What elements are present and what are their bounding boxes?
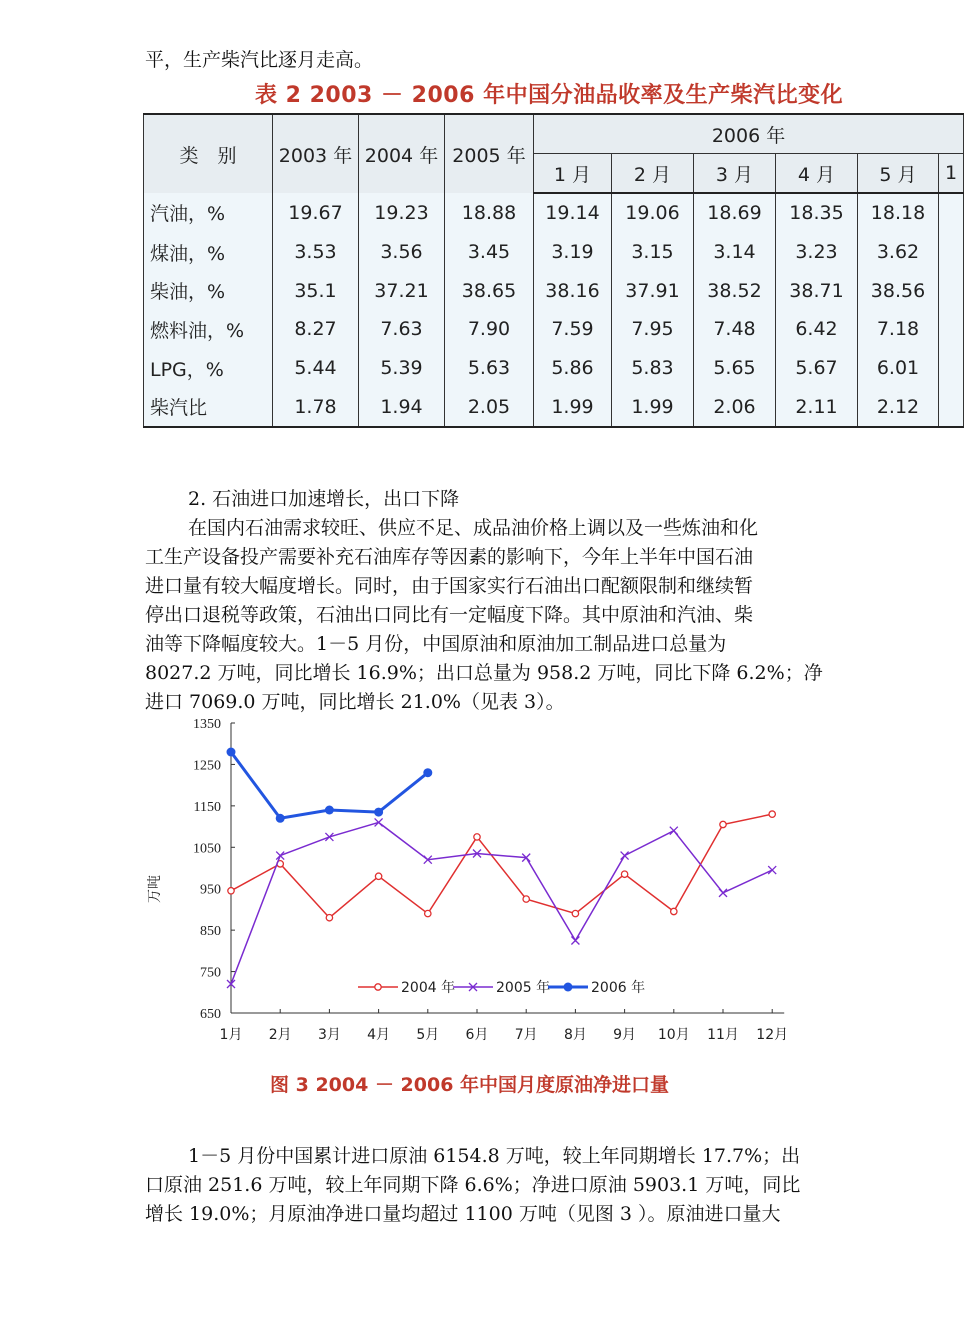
data-point — [572, 910, 578, 916]
data-point — [374, 808, 383, 817]
figure-caption: 图 3 2004 － 2006 年中国月度原油净进口量 — [270, 1074, 670, 1096]
data-point — [375, 818, 383, 826]
table-cell: 18.18 — [858, 193, 939, 233]
yield-table — [143, 113, 958, 423]
table-cell: 1.99 — [534, 387, 612, 427]
table-cell: 5.67 — [776, 349, 858, 388]
table-cell: 38.71 — [776, 271, 858, 310]
table-cell: 5.65 — [694, 349, 776, 388]
paragraph-line: 进口量有较大幅度增长。同时，由于国家实行石油出口配额限制和继续暂 — [145, 575, 754, 597]
y-tick-label: 1150 — [193, 799, 221, 815]
table-cell: 1.94 — [359, 387, 445, 427]
data-point — [228, 888, 234, 894]
data-point — [720, 821, 726, 827]
table-cell: 3.23 — [776, 233, 858, 272]
series-line-2 — [231, 822, 772, 984]
table-cell: 2.05 — [445, 387, 534, 427]
header-month: 1 — [939, 154, 964, 194]
y-tick-label: 850 — [200, 924, 221, 940]
data-point — [768, 866, 776, 874]
table-cell: 5.39 — [359, 349, 445, 388]
row-label: 燃料油，% — [144, 310, 273, 349]
table-cell: 2.12 — [858, 387, 939, 427]
series-line-1 — [231, 814, 772, 918]
table-row — [144, 387, 964, 427]
bottom-text-line: 增长 19.0%；月原油净进口量均超过 1100 万吨（见图 3 ）。原油进口量大 — [145, 1203, 781, 1225]
legend-marker — [564, 983, 573, 992]
table-cell: 7.18 — [858, 310, 939, 349]
x-tick-label: 11月 — [707, 1027, 739, 1043]
import-line-chart — [143, 705, 823, 1060]
paragraph-line: 进口 7069.0 万吨，同比增长 21.0%（见表 3）。 — [145, 691, 565, 713]
paragraph-line: 工生产设备投产需要补充石油库存等因素的影响下，今年上半年中国石油 — [145, 546, 754, 568]
bottom-text-line: 1－5 月份中国累计进口原油 6154.8 万吨，较上年同期增长 17.7%；出 — [188, 1145, 801, 1167]
table-cell: 3.15 — [612, 233, 694, 272]
paragraph-line: 8027.2 万吨，同比增长 16.9%；出口总量为 958.2 万吨，同比下降 6.2%；净 — [145, 662, 823, 684]
x-tick-label: 6月 — [465, 1027, 489, 1043]
data-point — [325, 833, 333, 841]
legend-label: 2004 年 — [401, 980, 456, 996]
y-tick-label: 950 — [200, 882, 221, 898]
table-cell: 3.62 — [858, 233, 939, 272]
y-axis-label: 万吨 — [147, 875, 163, 903]
table-cell: 38.56 — [858, 271, 939, 310]
table-row — [144, 193, 964, 233]
row-label: 柴汽比 — [144, 387, 273, 427]
table-cell: 3.19 — [534, 233, 612, 272]
x-tick-label: 8月 — [563, 1027, 587, 1043]
legend-marker — [375, 984, 381, 990]
table-cell: 18.35 — [776, 193, 858, 233]
table-cell: 19.06 — [612, 193, 694, 233]
x-tick-label: 7月 — [514, 1027, 538, 1043]
table-cell: 3.14 — [694, 233, 776, 272]
x-tick-label: 10月 — [657, 1027, 690, 1043]
paragraph-line: 停出口退税等政策，石油出口同比有一定幅度下降。其中原油和汽油、柴 — [145, 604, 754, 626]
table-cell — [939, 349, 964, 388]
table-cell: 38.65 — [445, 271, 534, 310]
x-tick-label: 3月 — [317, 1027, 341, 1043]
data-point — [474, 834, 480, 840]
table-cell: 5.83 — [612, 349, 694, 388]
top-text-line: 平，生产柴汽比逐月走高。 — [145, 49, 374, 71]
table-cell: 38.16 — [534, 271, 612, 310]
table-cell — [939, 387, 964, 427]
table-cell: 5.86 — [534, 349, 612, 388]
table-cell: 19.23 — [359, 193, 445, 233]
table-cell: 37.21 — [359, 271, 445, 310]
table-cell: 37.91 — [612, 271, 694, 310]
y-tick-label: 650 — [200, 1007, 221, 1022]
header-month: 3 月 — [694, 154, 776, 194]
table-cell: 3.53 — [273, 233, 359, 272]
table-cell: 1.99 — [612, 387, 694, 427]
table-cell: 6.01 — [858, 349, 939, 388]
data-point — [375, 873, 381, 879]
x-tick-label: 4月 — [367, 1027, 391, 1043]
table-cell: 18.88 — [445, 193, 534, 233]
data-point — [325, 806, 334, 815]
data-point — [276, 814, 285, 823]
header-month: 5 月 — [858, 154, 939, 194]
row-label: 煤油，% — [144, 233, 273, 272]
table-cell: 7.59 — [534, 310, 612, 349]
data-point — [276, 852, 284, 860]
table-row — [144, 310, 964, 349]
x-tick-label: 1月 — [219, 1027, 243, 1043]
table-cell: 7.63 — [359, 310, 445, 349]
section-heading: 2. 石油进口加速增长，出口下降 — [188, 488, 460, 510]
table-cell: 2.06 — [694, 387, 776, 427]
table-cell — [939, 233, 964, 272]
data-point — [425, 910, 431, 916]
table-row — [144, 233, 964, 272]
table-caption: 表 2 2003 － 2006 年中国分油品收率及生产柴汽比变化 — [255, 83, 844, 108]
data-point — [326, 915, 332, 921]
table-cell: 2.11 — [776, 387, 858, 427]
table-cell — [939, 271, 964, 310]
table-cell: 1.78 — [273, 387, 359, 427]
data-point — [523, 896, 529, 902]
header-year-2004: 2004 年 — [359, 114, 445, 193]
header-year-2005: 2005 年 — [445, 114, 534, 193]
table-cell: 6.42 — [776, 310, 858, 349]
table-cell: 7.48 — [694, 310, 776, 349]
legend-label: 2005 年 — [496, 980, 551, 996]
data-point — [571, 937, 579, 945]
data-point — [671, 908, 677, 914]
header-month: 1 月 — [534, 154, 612, 194]
legend-label: 2006 年 — [591, 980, 646, 996]
paragraph-line: 油等下降幅度较大。1－5 月份，中国原油和原油加工制品进口总量为 — [145, 633, 727, 655]
data-point — [227, 748, 236, 757]
paragraph-line: 在国内石油需求较旺、供应不足、成品油价格上调以及一些炼油和化 — [188, 517, 759, 539]
table-row — [144, 349, 964, 388]
table-cell: 19.14 — [534, 193, 612, 233]
table-cell: 19.67 — [273, 193, 359, 233]
x-tick-label: 12月 — [756, 1027, 789, 1043]
x-tick-label: 9月 — [613, 1027, 637, 1043]
row-label: 柴油，% — [144, 271, 273, 310]
table-cell: 5.44 — [273, 349, 359, 388]
table-cell: 3.56 — [359, 233, 445, 272]
table-cell: 7.90 — [445, 310, 534, 349]
table-cell — [939, 193, 964, 233]
table-cell: 8.27 — [273, 310, 359, 349]
header-month: 2 月 — [612, 154, 694, 194]
y-tick-label: 1350 — [193, 717, 221, 732]
table-cell: 7.95 — [612, 310, 694, 349]
x-tick-label: 5月 — [416, 1027, 440, 1043]
header-year-2003: 2003 年 — [273, 114, 359, 193]
data-point — [423, 768, 432, 777]
data-point — [670, 827, 678, 835]
y-tick-label: 750 — [200, 965, 221, 981]
data-point — [769, 811, 775, 817]
data-point — [719, 889, 727, 897]
table-row — [144, 271, 964, 310]
y-tick-label: 1250 — [193, 758, 221, 774]
table-cell: 38.52 — [694, 271, 776, 310]
table-cell — [939, 310, 964, 349]
header-year-2006: 2006 年 — [534, 114, 964, 154]
table-cell: 5.63 — [445, 349, 534, 388]
table-cell: 35.1 — [273, 271, 359, 310]
bottom-text-line: 口原油 251.6 万吨，较上年同期下降 6.6%；净进口原油 5903.1 万吨，同比 — [145, 1174, 801, 1196]
row-label: LPG，% — [144, 349, 273, 388]
data-point — [621, 852, 629, 860]
row-label: 汽油，% — [144, 193, 273, 233]
x-tick-label: 2月 — [268, 1027, 292, 1043]
header-category: 类 别 — [144, 114, 273, 193]
header-month: 4 月 — [776, 154, 858, 194]
y-tick-label: 1050 — [193, 841, 221, 857]
table-cell: 3.45 — [445, 233, 534, 272]
data-point — [621, 871, 627, 877]
table-cell: 18.69 — [694, 193, 776, 233]
